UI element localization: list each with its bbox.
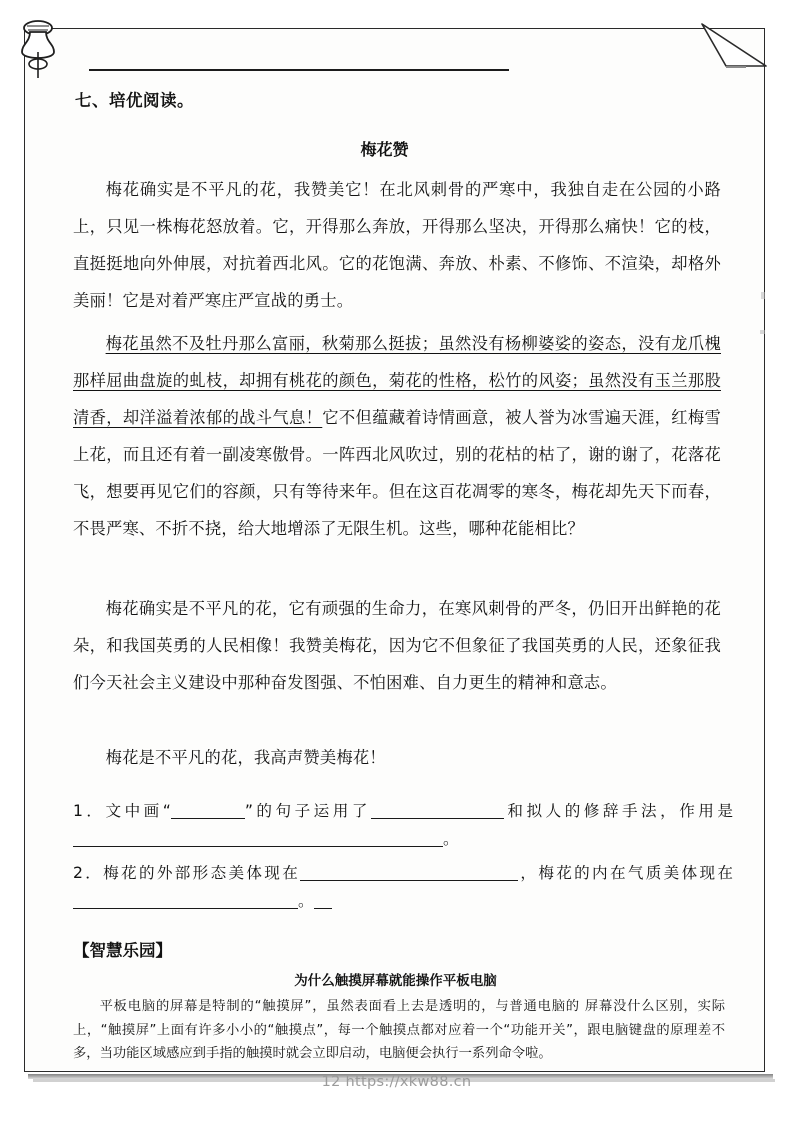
article-paragraph-1 xyxy=(73,171,721,319)
question-1-number: 1． xyxy=(73,802,106,820)
question-2-text-c: 。 xyxy=(298,892,314,910)
paragraph-text xyxy=(73,325,721,547)
article-paragraph-2 xyxy=(73,325,721,547)
wisdom-park-text: 平板电脑的屏幕是特制的“触摸屏”，虽然表面看上去是透明的，与普通电脑的 屏幕没什么区别，实际上，“触摸屏”上面有许多小小的“触摸点”，每一个触摸点都对应着一个“功能开关”，跟电脑键盘的原理差不多，当功能区域感应到手指的触摸时就会立即启动，电脑便会执行一系列命令啦。 xyxy=(73,999,725,1061)
paragraph-text: 梅花是不平凡的花，我高声赞美梅花！ xyxy=(105,748,386,767)
question-1-text-d: 。 xyxy=(443,830,459,848)
question-1-text-a: 文中画“ xyxy=(105,802,171,820)
wisdom-park-heading: 【智慧乐园】 xyxy=(73,941,172,960)
question-2-number: 2． xyxy=(73,864,104,882)
article-paragraph-4 xyxy=(73,739,721,776)
question-2-blank-external[interactable] xyxy=(300,863,518,881)
question-1-text-c: 和拟人的修辞手法，作用是 xyxy=(503,802,733,820)
page-sheet xyxy=(24,28,765,1072)
question-2-text-b: ，梅花的内在气质美体现在 xyxy=(518,864,733,882)
wisdom-park-body xyxy=(73,995,725,1066)
folded-corner-icon xyxy=(700,22,770,80)
question-1-blank-effect[interactable] xyxy=(73,829,443,847)
scan-speck xyxy=(760,330,765,334)
question-1-blank-device[interactable] xyxy=(371,801,504,819)
wisdom-park-title: 为什么触摸屏幕就能操作平板电脑 xyxy=(294,973,497,989)
heading-divider-rule xyxy=(89,69,509,71)
scan-speck xyxy=(761,292,765,299)
question-1 xyxy=(73,797,733,853)
paragraph-text: 梅花确实是不平凡的花，我赞美它！在北风刺骨的严寒中，我独自走在公园的小路上，只见一株梅花怒放着。它，开得那么奔放，开得那么坚决，开得那么痛快！它的枝，直挺挺地向外伸展，对抗着西北风。它的花饱满、奔放、朴素、不修饰、不渲染，却格外美丽！它是对着严寒庄严宣战的勇士。 xyxy=(73,180,721,310)
paragraph-remainder: 它不但蕴藏着诗情画意，被人誉为冰雪遍天涯，红梅雪上花，而且还有着一副凌寒傲骨。一阵西北风吹过，别的花枯的枯了，谢的谢了，花落花飞，想要再见它们的容颜，只有等待来年。但在这百花凋零的寒冬，梅花却先天下而春，不畏严寒、不折不挠，给大地增添了无限生机。这些，哪种花能相比？ xyxy=(73,408,721,538)
push-pin-icon xyxy=(12,16,64,88)
question-2 xyxy=(73,859,733,915)
question-1-blank-quote[interactable] xyxy=(171,801,245,819)
question-2-text-a: 梅花的外部形态美体现在 xyxy=(103,864,301,882)
question-2-blank-internal[interactable] xyxy=(73,891,298,909)
page-watermark: 12 https://xkw88.cn xyxy=(321,1074,472,1090)
underlined-sentence: 梅花虽然不及牡丹那么富丽，秋菊那么挺拔；虽然没有杨柳婆娑的姿态，没有龙爪槐那样屈曲盘旋的虬枝，却拥有桃花的颜色，菊花的性格，松竹的风姿；虽然没有玉兰那股清香，却洋溢着浓郁的战斗气息！ xyxy=(73,334,721,427)
article-paragraph-3 xyxy=(73,590,721,701)
paragraph-text: 梅花确实是不平凡的花，它有顽强的生命力，在寒风刺骨的严冬，仍旧开出鲜艳的花朵，和我国英勇的人民相像！我赞美梅花，因为它不但象征了我国英勇的人民，还象征我们今天社会主义建设中那种奋发图强、不怕困难、自力更生的精神和意志。 xyxy=(73,599,721,692)
questions-list xyxy=(73,797,733,921)
question-1-text-b: ”的句子运用了 xyxy=(244,802,371,820)
page-content xyxy=(25,29,766,1073)
section-heading: 七、培优阅读。 xyxy=(75,91,194,110)
question-2-blank-tail[interactable] xyxy=(314,891,332,909)
article-title: 梅花赞 xyxy=(360,140,409,159)
